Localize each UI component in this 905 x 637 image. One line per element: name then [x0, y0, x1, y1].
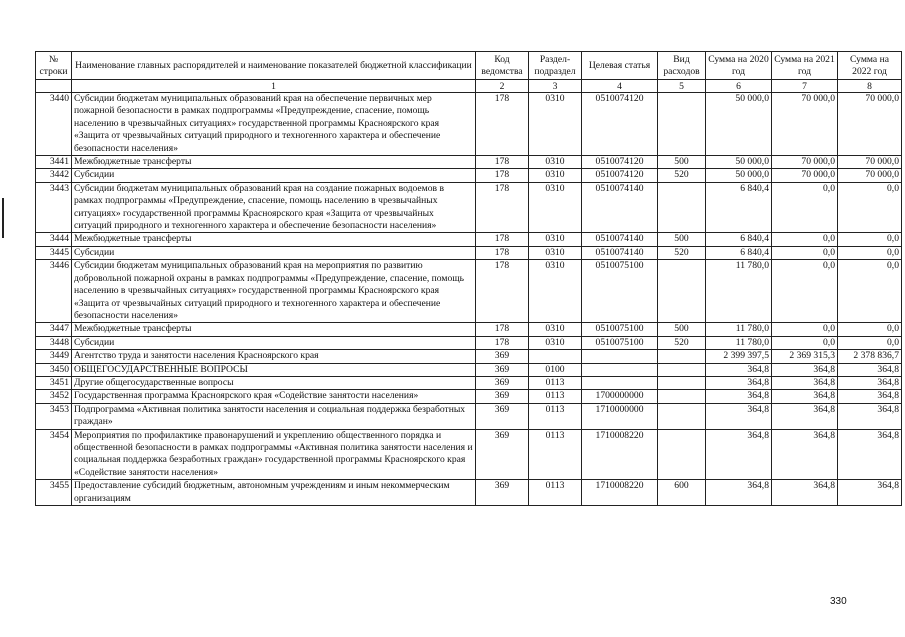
sum-2022-cell: 364,8 [838, 403, 902, 429]
target-item-cell: 0510074140 [582, 182, 658, 233]
sum-2020-cell: 50 000,0 [706, 156, 772, 169]
sum-2021-cell: 70 000,0 [772, 169, 838, 182]
sum-2021-cell: 0,0 [772, 260, 838, 323]
ministry-code-cell: 178 [476, 93, 529, 156]
expense-type-cell [658, 429, 706, 480]
name-cell: Мероприятия по профилактике правонарушений и укреплению общественного порядка и общественной безопасности в рамках подпрограммы «Активная политика занятости населения и социальная поддержка безработных граждан» государственной программы Красноярского края «Содействие занятости населения» [72, 429, 476, 480]
section-cell: 0310 [529, 323, 582, 336]
header-cell: Сумма на 2020 год [706, 52, 772, 80]
table-row [36, 429, 902, 480]
target-item-cell [582, 350, 658, 363]
target-item-cell: 0510074120 [582, 93, 658, 156]
sum-2022-cell: 0,0 [838, 233, 902, 246]
expense-type-cell [658, 350, 706, 363]
section-cell: 0100 [529, 363, 582, 376]
page-number: 330 [830, 596, 847, 607]
target-item-cell: 0510075100 [582, 260, 658, 323]
name-cell: Субсидии [72, 336, 476, 349]
table-row [36, 260, 902, 323]
expense-type-cell [658, 182, 706, 233]
sum-2022-cell: 70 000,0 [838, 156, 902, 169]
row-number-cell: 3448 [36, 336, 72, 349]
name-cell: Межбюджетные трансферты [72, 233, 476, 246]
row-number-cell: 3440 [36, 93, 72, 156]
section-cell: 0113 [529, 390, 582, 403]
sum-2022-cell: 364,8 [838, 429, 902, 480]
section-cell: 0310 [529, 233, 582, 246]
sum-2021-cell: 70 000,0 [772, 93, 838, 156]
sum-2022-cell: 70 000,0 [838, 93, 902, 156]
name-cell: Предоставление субсидий бюджетным, автономным учреждениям и иным некоммерческим организациям [72, 480, 476, 506]
name-cell: Подпрограмма «Активная политика занятости населения и социальная поддержка безработных граждан» [72, 403, 476, 429]
sum-2021-cell: 0,0 [772, 323, 838, 336]
row-number-cell: 3451 [36, 376, 72, 389]
section-cell: 0113 [529, 376, 582, 389]
sum-2021-cell: 364,8 [772, 403, 838, 429]
row-number-cell: 3452 [36, 390, 72, 403]
section-cell: 0310 [529, 93, 582, 156]
ministry-code-cell: 178 [476, 182, 529, 233]
sum-2020-cell: 2 399 397,5 [706, 350, 772, 363]
table-row [36, 403, 902, 429]
sum-2022-cell: 364,8 [838, 480, 902, 506]
row-number-cell: 3443 [36, 182, 72, 233]
column-number-row [36, 80, 902, 93]
table-row [36, 233, 902, 246]
budget-table [35, 51, 902, 506]
header-row [36, 52, 902, 80]
scan-edge-mark [2, 198, 4, 238]
target-item-cell: 0510074140 [582, 246, 658, 259]
sum-2021-cell: 0,0 [772, 246, 838, 259]
table-row [36, 376, 902, 389]
expense-type-cell: 500 [658, 156, 706, 169]
target-item-cell [582, 376, 658, 389]
section-cell: 0113 [529, 429, 582, 480]
sum-2021-cell: 364,8 [772, 390, 838, 403]
name-cell: Субсидии бюджетам муниципальных образований края на создание пожарных водоемов в рамках подпрограммы «Предупреждение, спасение, помощь населению в чрезвычайных ситуациях» государственной программы Красноярского края «Защита от чрезвычайных ситуаций природного и техногенного характера и обеспечение безопасности населения» [72, 182, 476, 233]
section-cell: 0310 [529, 246, 582, 259]
row-number-cell: 3453 [36, 403, 72, 429]
section-cell [529, 350, 582, 363]
sum-2020-cell: 11 780,0 [706, 260, 772, 323]
header-cell: Сумма на 2021 год [772, 52, 838, 80]
column-number-cell: 7 [772, 80, 838, 93]
target-item-cell: 0510075100 [582, 323, 658, 336]
section-cell: 0113 [529, 403, 582, 429]
sum-2022-cell: 0,0 [838, 323, 902, 336]
section-cell: 0310 [529, 182, 582, 233]
row-number-cell: 3455 [36, 480, 72, 506]
table-row [36, 169, 902, 182]
sum-2020-cell: 364,8 [706, 429, 772, 480]
ministry-code-cell: 178 [476, 323, 529, 336]
sum-2020-cell: 364,8 [706, 390, 772, 403]
name-cell: Государственная программа Красноярского края «Содействие занятости населения» [72, 390, 476, 403]
column-number-cell: 5 [658, 80, 706, 93]
column-number-cell: 8 [838, 80, 902, 93]
sum-2020-cell: 6 840,4 [706, 182, 772, 233]
expense-type-cell [658, 260, 706, 323]
table-row [36, 336, 902, 349]
sum-2020-cell: 11 780,0 [706, 323, 772, 336]
name-cell: ОБЩЕГОСУДАРСТВЕННЫЕ ВОПРОСЫ [72, 363, 476, 376]
sum-2022-cell: 0,0 [838, 336, 902, 349]
column-number-cell: 2 [476, 80, 529, 93]
expense-type-cell [658, 93, 706, 156]
table-row [36, 363, 902, 376]
sum-2022-cell: 0,0 [838, 182, 902, 233]
row-number-cell: 3454 [36, 429, 72, 480]
expense-type-cell: 520 [658, 169, 706, 182]
target-item-cell [582, 363, 658, 376]
row-number-cell: 3441 [36, 156, 72, 169]
table-row [36, 246, 902, 259]
table-row [36, 480, 902, 506]
section-cell: 0310 [529, 156, 582, 169]
header-cell: Вид расходов [658, 52, 706, 80]
target-item-cell: 0510074140 [582, 233, 658, 246]
column-number-cell: 1 [72, 80, 476, 93]
ministry-code-cell: 369 [476, 390, 529, 403]
row-number-cell: 3445 [36, 246, 72, 259]
row-number-cell: 3442 [36, 169, 72, 182]
ministry-code-cell: 369 [476, 403, 529, 429]
ministry-code-cell: 178 [476, 260, 529, 323]
table-row [36, 156, 902, 169]
sum-2021-cell: 0,0 [772, 336, 838, 349]
section-cell: 0310 [529, 260, 582, 323]
target-item-cell: 1710008220 [582, 480, 658, 506]
name-cell: Субсидии [72, 169, 476, 182]
header-cell: Код ведомства [476, 52, 529, 80]
table-row [36, 182, 902, 233]
name-cell: Межбюджетные трансферты [72, 323, 476, 336]
sum-2021-cell: 364,8 [772, 429, 838, 480]
sum-2020-cell: 50 000,0 [706, 93, 772, 156]
ministry-code-cell: 178 [476, 156, 529, 169]
ministry-code-cell: 369 [476, 480, 529, 506]
row-number-cell: 3444 [36, 233, 72, 246]
sum-2020-cell: 364,8 [706, 376, 772, 389]
sum-2022-cell: 70 000,0 [838, 169, 902, 182]
header-cell: № строки [36, 52, 72, 80]
target-item-cell: 0510074120 [582, 169, 658, 182]
sum-2022-cell: 364,8 [838, 363, 902, 376]
sum-2020-cell: 364,8 [706, 363, 772, 376]
ministry-code-cell: 178 [476, 336, 529, 349]
sum-2021-cell: 364,8 [772, 376, 838, 389]
sum-2020-cell: 364,8 [706, 480, 772, 506]
target-item-cell: 0510075100 [582, 336, 658, 349]
header-cell: Наименование главных распорядителей и наименование показателей бюджетной классификации [72, 52, 476, 80]
sum-2022-cell: 364,8 [838, 390, 902, 403]
expense-type-cell [658, 363, 706, 376]
expense-type-cell [658, 376, 706, 389]
expense-type-cell: 520 [658, 336, 706, 349]
row-number-cell: 3447 [36, 323, 72, 336]
sum-2021-cell: 70 000,0 [772, 156, 838, 169]
expense-type-cell: 500 [658, 233, 706, 246]
sum-2022-cell: 2 378 836,7 [838, 350, 902, 363]
header-cell: Раздел-подраздел [529, 52, 582, 80]
expense-type-cell: 600 [658, 480, 706, 506]
sum-2020-cell: 364,8 [706, 403, 772, 429]
section-cell: 0310 [529, 169, 582, 182]
table-row [36, 390, 902, 403]
ministry-code-cell: 369 [476, 429, 529, 480]
column-number-cell [36, 80, 72, 93]
name-cell: Межбюджетные трансферты [72, 156, 476, 169]
table-row [36, 93, 902, 156]
sum-2021-cell: 364,8 [772, 480, 838, 506]
header-cell: Сумма на 2022 год [838, 52, 902, 80]
section-cell: 0113 [529, 480, 582, 506]
target-item-cell: 1710000000 [582, 403, 658, 429]
ministry-code-cell: 369 [476, 376, 529, 389]
name-cell: Субсидии бюджетам муниципальных образований края на обеспечение первичных мер пожарной безопасности в рамках подпрограммы «Предупреждение, спасение, помощь населению в чрезвычайных ситуациях» государственной программы Красноярского края «Защита от чрезвычайных ситуаций природного и техногенного характера и обеспечение безопасности населения» [72, 93, 476, 156]
column-number-cell: 3 [529, 80, 582, 93]
sum-2021-cell: 0,0 [772, 182, 838, 233]
expense-type-cell: 520 [658, 246, 706, 259]
sum-2022-cell: 364,8 [838, 376, 902, 389]
ministry-code-cell: 178 [476, 246, 529, 259]
sum-2021-cell: 0,0 [772, 233, 838, 246]
sum-2020-cell: 50 000,0 [706, 169, 772, 182]
table-row [36, 350, 902, 363]
ministry-code-cell: 178 [476, 233, 529, 246]
column-number-cell: 4 [582, 80, 658, 93]
column-number-cell: 6 [706, 80, 772, 93]
sum-2021-cell: 2 369 315,3 [772, 350, 838, 363]
table-row [36, 323, 902, 336]
name-cell: Другие общегосударственные вопросы [72, 376, 476, 389]
ministry-code-cell: 369 [476, 363, 529, 376]
name-cell: Агентство труда и занятости населения Красноярского края [72, 350, 476, 363]
row-number-cell: 3446 [36, 260, 72, 323]
header-cell: Целевая статья [582, 52, 658, 80]
sum-2020-cell: 11 780,0 [706, 336, 772, 349]
sum-2021-cell: 364,8 [772, 363, 838, 376]
sum-2022-cell: 0,0 [838, 246, 902, 259]
name-cell: Субсидии бюджетам муниципальных образований края на мероприятия по развитию добровольной пожарной охраны в рамках подпрограммы «Предупреждение, спасение, помощь населению в чрезвычайных ситуациях» государственной программы Красноярского края «Защита от чрезвычайных ситуаций природного и техногенного характера и обеспечение безопасности населения» [72, 260, 476, 323]
sum-2022-cell: 0,0 [838, 260, 902, 323]
expense-type-cell [658, 403, 706, 429]
expense-type-cell [658, 390, 706, 403]
row-number-cell: 3449 [36, 350, 72, 363]
section-cell: 0310 [529, 336, 582, 349]
name-cell: Субсидии [72, 246, 476, 259]
ministry-code-cell: 369 [476, 350, 529, 363]
table-body [36, 93, 902, 506]
target-item-cell: 1700000000 [582, 390, 658, 403]
sum-2020-cell: 6 840,4 [706, 246, 772, 259]
row-number-cell: 3450 [36, 363, 72, 376]
target-item-cell: 0510074120 [582, 156, 658, 169]
ministry-code-cell: 178 [476, 169, 529, 182]
expense-type-cell: 500 [658, 323, 706, 336]
sum-2020-cell: 6 840,4 [706, 233, 772, 246]
target-item-cell: 1710008220 [582, 429, 658, 480]
